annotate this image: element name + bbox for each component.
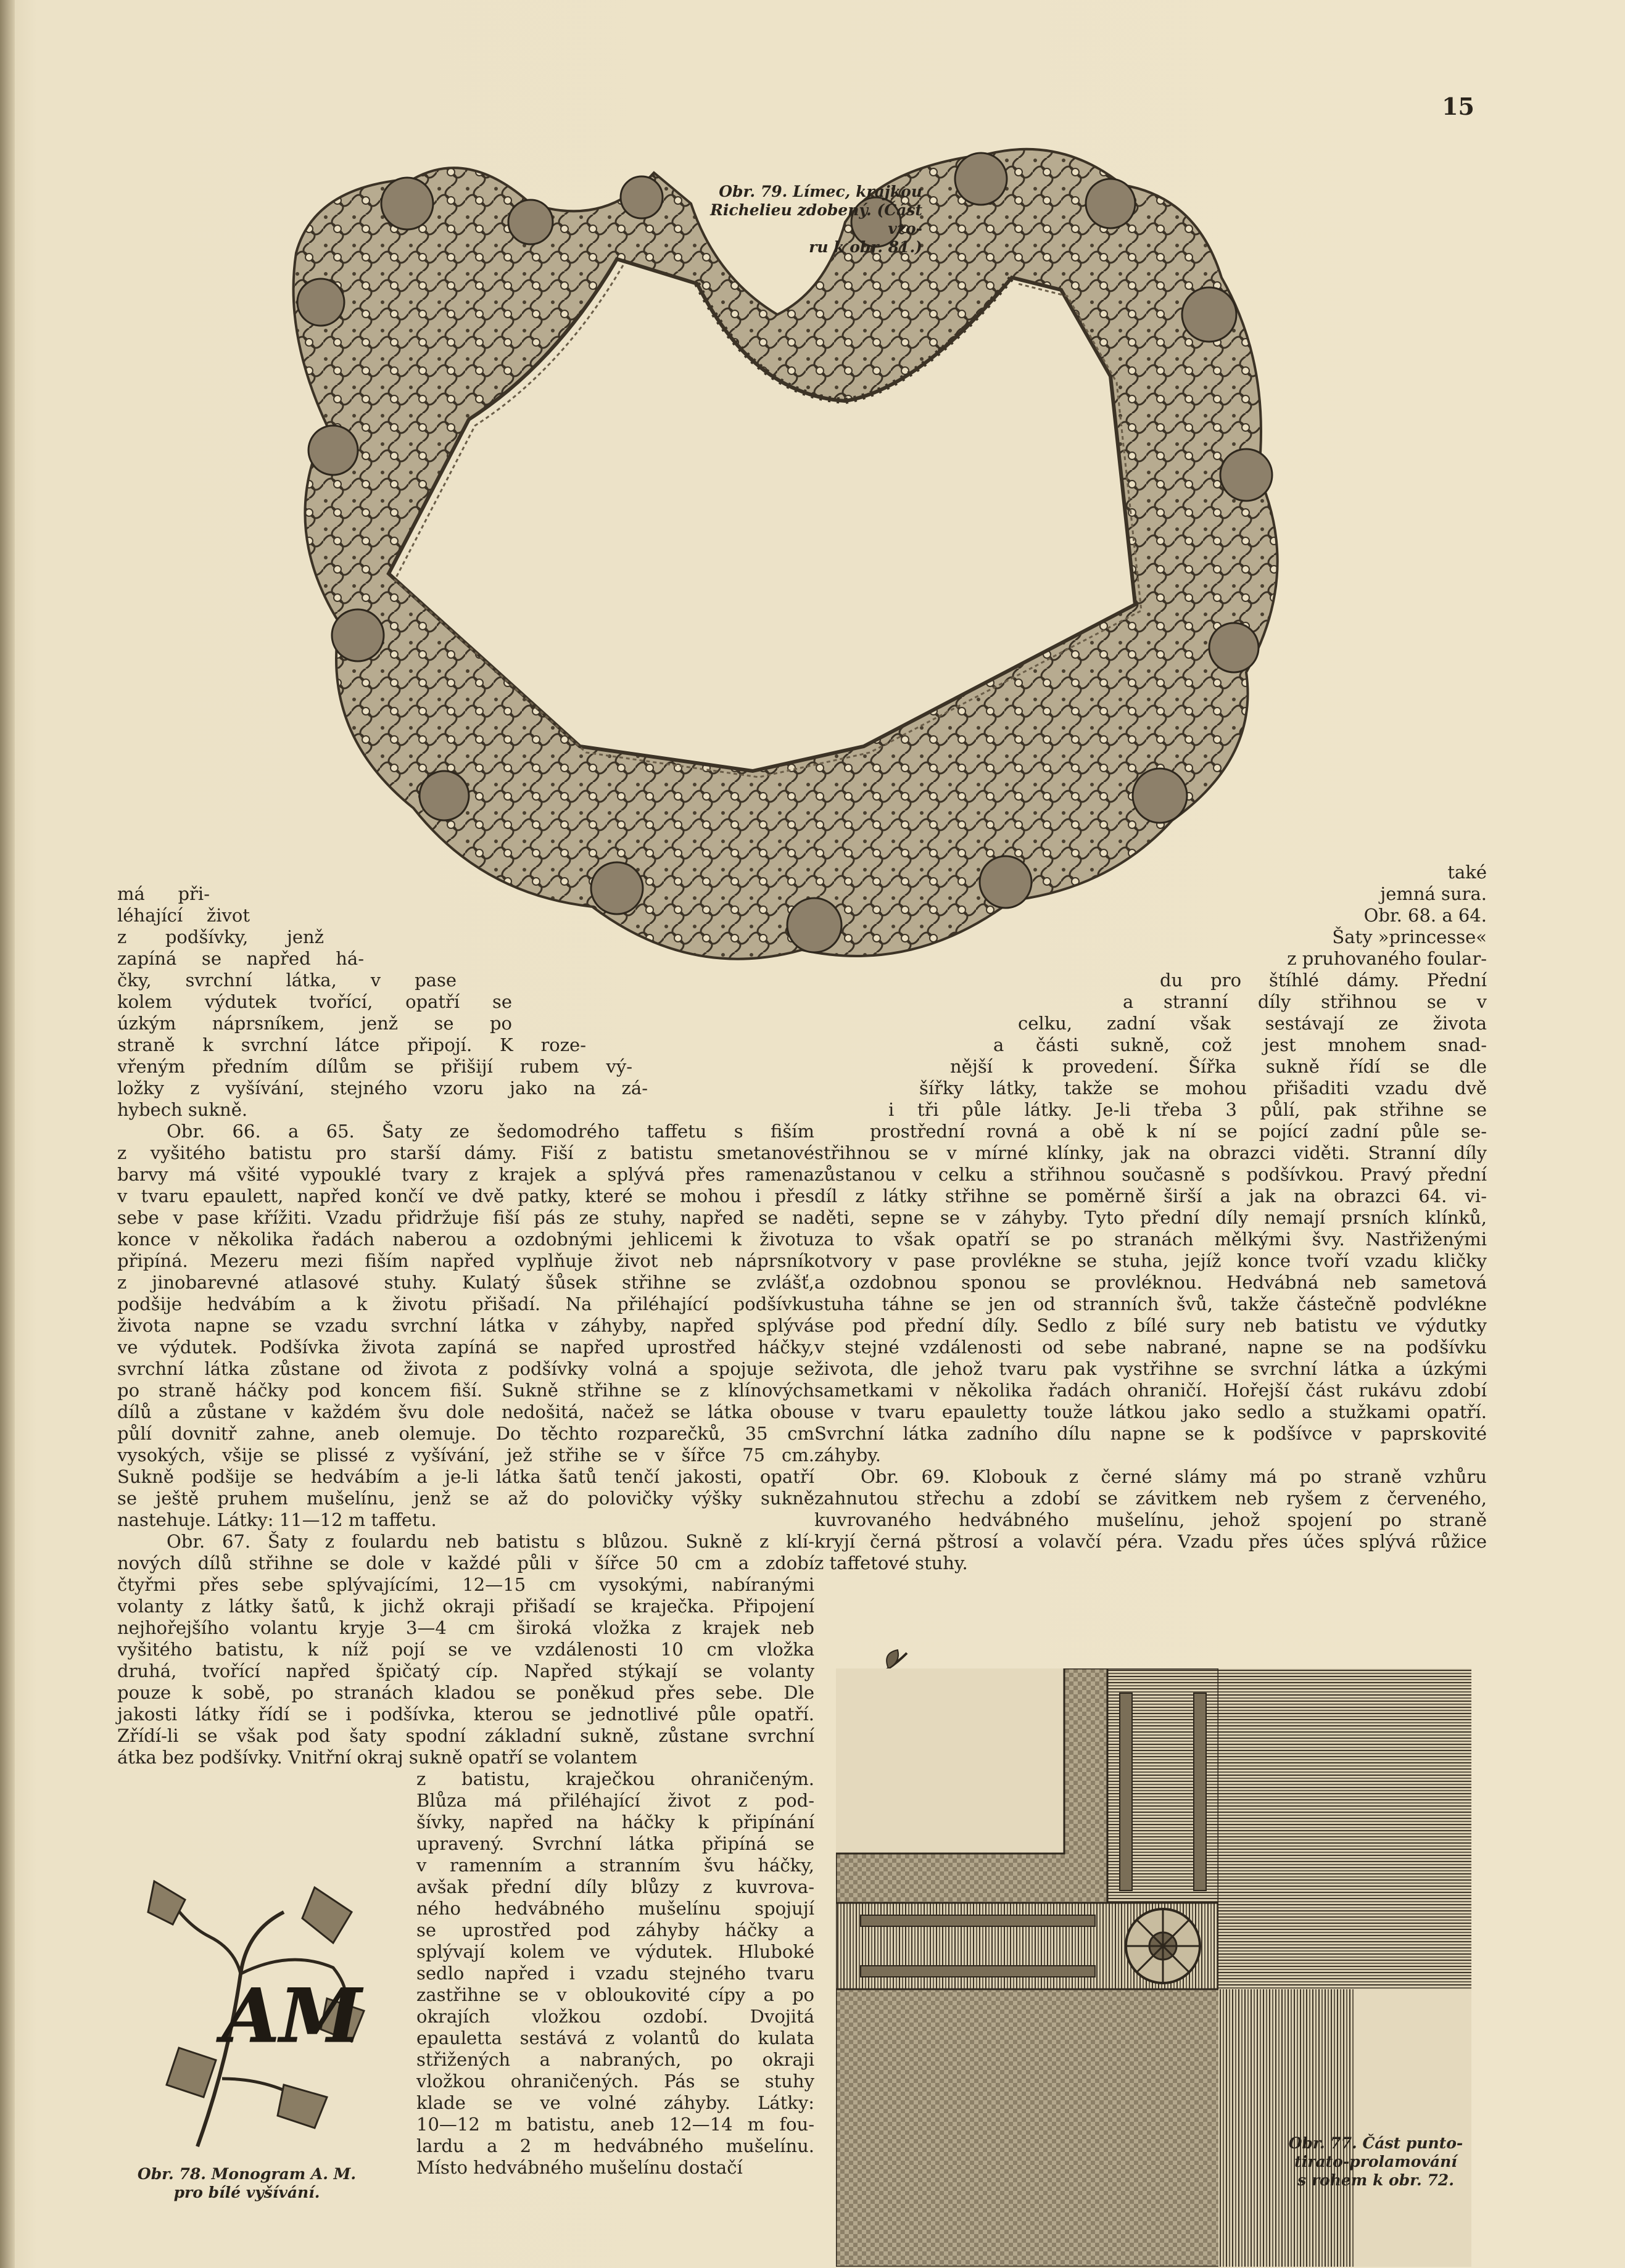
text-line: úzkým náprsníkem, jenž se po bbox=[117, 1013, 512, 1034]
text-line: Svrchní látka zadního dílu napne se k podšívce v paprskovité bbox=[814, 1423, 1487, 1444]
text-line: šívky, napřed na háčky k připínání bbox=[416, 1812, 814, 1833]
text-line: barvy má všité vypouklé tvary z krajek a splývá přes ramena bbox=[117, 1164, 814, 1185]
text-line: z jinobarevné atlasové stuhy. Kulatý šůsek střihne se zvlášť, bbox=[117, 1272, 814, 1293]
text-line: 10—12 m batistu, aneb 12—14 m fou- bbox=[416, 2114, 814, 2135]
text-line: vyšitého batistu, k níž pojí se ve vzdálenosti 10 cm vložka bbox=[117, 1639, 814, 1660]
text-line: klade se ve volné záhyby. Látky: bbox=[416, 2092, 814, 2113]
text-line: kuvrovaného hedvábného mušelínu, jehož spojení po straně bbox=[814, 1509, 1487, 1530]
text-line: se uprostřed pod záhyby háčky a bbox=[416, 1920, 814, 1940]
text-line: vložkou ohraničených. Pás se stuhy bbox=[416, 2071, 814, 2092]
text-line: kryjí černá pštrosí a volavčí péra. Vzadu přes účes splývá růžice bbox=[814, 1531, 1487, 1552]
text-line: konce v několika řadách naberou a ozdobnými jehlicemi k životu bbox=[117, 1229, 814, 1250]
text-line: Sukně podšije se hedvábím a je-li látka šatů tenčí jakosti, opatří bbox=[117, 1466, 814, 1487]
text-line: děti, sepne se v záhyby. Tyto přední díly nemají prsních klínků, bbox=[814, 1207, 1487, 1228]
text-line: čky, svrchní látka, v pase bbox=[117, 970, 457, 991]
text-line: zahnutou střechu a zdobí se závitkem neb ryšem z červeného, bbox=[814, 1488, 1487, 1509]
text-line: sametkami v několika řadách ohraničí. Hořejší část rukávu zdobí bbox=[814, 1380, 1487, 1401]
text-line: svrchní látka zůstane od života z podšívky volná a spojuje se bbox=[117, 1358, 814, 1379]
text-line: Šaty »princesse« bbox=[1332, 926, 1487, 947]
text-line: a části sukně, což jest mnohem snad- bbox=[993, 1034, 1487, 1055]
text-line: pouze k sobě, po stranách kladou se poněkud přes sebe. Dle bbox=[117, 1682, 814, 1703]
text-line: sebe v pase křížiti. Vzadu přidržuje fiší pás ze stuhy, napřed se na bbox=[117, 1207, 814, 1228]
text-line: díl z látky střihne se poměrně širší a jak na obrazci 64. vi- bbox=[814, 1186, 1487, 1206]
text-line: vysokých, všije se plissé z vyšívání, jež střihe se v šířce 75 cm. bbox=[117, 1445, 814, 1466]
text-line: z taffetové stuhy. bbox=[814, 1553, 968, 1573]
text-line: půlí dovnitř zahne, aneb olemuje. Do těchto rozparečků, 35 cm bbox=[117, 1423, 814, 1444]
text-line: splývají kolem ve výdutek. Hluboké bbox=[416, 1941, 814, 1962]
text-line: lardu a 2 m hedvábného mušelínu. bbox=[416, 2135, 814, 2156]
text-line: jemná sura. bbox=[1380, 883, 1487, 904]
text-line: z batistu, kraječkou ohraničeným. bbox=[416, 1768, 814, 1789]
text-line: upravený. Svrchní látka připíná se bbox=[416, 1833, 814, 1854]
text-line: jakosti látky řídí se i podšívka, kterou se jednotlivé půle opatří. bbox=[117, 1704, 814, 1725]
text-line: Zřídí-li se však pod šaty spodní základní sukně, zůstane svrchní bbox=[117, 1725, 814, 1746]
text-line: ložky z vyšívání, stejného vzoru jako na zá- bbox=[117, 1078, 648, 1099]
text-line: kolem výdutek tvořící, opatří se bbox=[117, 991, 512, 1012]
text-line: se ještě pruhem mušelínu, jenž se až do polovičky výšky sukně bbox=[117, 1488, 814, 1509]
text-line: střihnou se v mírné klínky, jak na obrazci viděti. Stranní díly bbox=[814, 1142, 1487, 1163]
text-line: prostřední rovná a obě k ní se pojící zadní půle se- bbox=[870, 1121, 1487, 1142]
text-line: hybech sukně. bbox=[117, 1099, 248, 1120]
monogram-illustration bbox=[130, 1875, 401, 2159]
text-line: Obr. 66. a 65. Šaty ze šedomodrého taffetu s fiším bbox=[167, 1121, 814, 1142]
text-line: střižených a nabraných, po okraji bbox=[416, 2049, 814, 2070]
text-line: z podšívky, jenž bbox=[117, 926, 324, 947]
text-line: léhající život bbox=[117, 905, 250, 926]
text-line: avšak přední díly blůzy z kuvrova- bbox=[416, 1876, 814, 1897]
text-line: vřeným předním dílům se přišijí rubem vý- bbox=[117, 1056, 632, 1077]
text-line: straně k svrchní látce připojí. K roze- bbox=[117, 1034, 586, 1055]
text-line: sedlo napřed i vzadu stejného tvaru bbox=[416, 1963, 814, 1984]
text-line: a stranní díly střihnou se v bbox=[1123, 991, 1487, 1012]
text-line: v tvaru epaulett, napřed končí ve dvě patky, které se mohou i přes bbox=[117, 1186, 814, 1206]
text-line: v ramenním a stranním švu háčky, bbox=[416, 1855, 814, 1876]
text-line: připíná. Mezeru mezi fiším napřed vyplňuje život neb náprsník bbox=[117, 1250, 814, 1271]
text-line: du pro štíhlé dámy. Přední bbox=[1160, 970, 1487, 991]
text-line: celku, zadní však sestávají ze života bbox=[1018, 1013, 1487, 1034]
text-line: druhá, tvořící napřed špičatý cíp. Napřed stýkají se volanty bbox=[117, 1660, 814, 1681]
text-line: Obr. 67. Šaty z foulardu neb batistu s blůzou. Sukně z klí- bbox=[167, 1531, 814, 1552]
lace-collar-illustration bbox=[210, 130, 1419, 1012]
text-line: z vyšitého batistu pro starší dámy. Fiší z batistu smetanové bbox=[117, 1142, 814, 1163]
text-line: stuha táhne se jen od stranních švů, takže částečně podvlékne bbox=[814, 1293, 1487, 1314]
text-line: z pruhovaného foular- bbox=[1287, 948, 1487, 969]
text-line: zůstanou v celku a střihnou současně s podšívkou. Pravý přední bbox=[814, 1164, 1487, 1185]
text-line: nových dílů střihne se dole v každé půli v šířce 50 cm a zdobí bbox=[117, 1553, 814, 1573]
page-gutter-shadow bbox=[0, 0, 15, 2268]
text-line: okrajích vložkou ozdobí. Dvojitá bbox=[416, 2006, 814, 2027]
text-line: a ozdobnou sponou se provléknou. Hedvábná neb sametová bbox=[814, 1272, 1487, 1293]
text-line: také bbox=[1447, 862, 1487, 883]
text-line: šířky látky, takže se mohou přišaditi vzadu dvě bbox=[919, 1078, 1487, 1099]
text-line: Obr. 69. Klobouk z černé slámy má po straně vzhůru bbox=[861, 1466, 1487, 1487]
text-line: čtyřmi přes sebe splývajícími, 12—15 cm vysokými, nabíranými bbox=[117, 1574, 814, 1595]
text-line: po straně háčky pod koncem fiší. Sukně střihne se z klínových bbox=[117, 1380, 814, 1401]
text-line: nejhořejšího volantu kryje 3—4 cm široká vložka z krajek neb bbox=[117, 1617, 814, 1638]
text-line: nastehuje. Látky: 11—12 m taffetu. bbox=[117, 1509, 437, 1530]
text-line: Místo hedvábného mušelínu dostačí bbox=[416, 2157, 743, 2178]
text-line: života napne se vzadu svrchní látka v záhyby, napřed splývá bbox=[117, 1315, 814, 1336]
text-line: dílů a zůstane v každém švu dole nedošitá, načež se látka obou bbox=[117, 1401, 814, 1422]
text-line: i tři půle látky. Je-li třeba 3 půlí, pak střihne se bbox=[888, 1099, 1487, 1120]
text-line: záhyby. bbox=[814, 1445, 881, 1466]
text-line: otvory v pase provlékne se stuha, jejíž konce tvoří vzadu kličky bbox=[814, 1250, 1487, 1271]
text-line: Blůza má přiléhající život z pod- bbox=[416, 1790, 814, 1811]
text-line: podšije hedvábím a k životu přišadí. Na přiléhající podšívku bbox=[117, 1293, 814, 1314]
text-line: za to však opatří se po stranách mělkými švy. Nastřiženými bbox=[814, 1229, 1487, 1250]
text-line: nější k provedení. Šířka sukně řídí se dle bbox=[950, 1056, 1487, 1077]
text-line: Obr. 68. a 64. bbox=[1363, 905, 1487, 926]
text-line: zastřihne se v obloukovité cípy a po bbox=[416, 1984, 814, 2005]
figure-79-caption: Obr. 79. Límec, krajkou Richelieu zdobený. (Část vzo- ru k obr. 81.) bbox=[710, 183, 922, 256]
text-line: se v tvaru epauletty touže látkou jako sedlo a stužkami opatří. bbox=[814, 1401, 1487, 1422]
text-line: epauletta sestává z volantů do kulata bbox=[416, 2027, 814, 2048]
text-line: ve výdutek. Podšívka života zapíná se napřed uprostřed háčky, bbox=[117, 1337, 814, 1358]
page-number: 15 bbox=[1442, 93, 1474, 120]
figure-77-caption: Obr. 77. Část punto- tirato-prolamování s rohem k obr. 72. bbox=[1288, 2134, 1463, 2189]
text-line: zapíná se napřed há- bbox=[117, 948, 364, 969]
text-line: má při- bbox=[117, 883, 210, 904]
figure-78-caption: Obr. 78. Monogram A. M. pro bílé vyšívání. bbox=[137, 2165, 357, 2201]
text-line: volanty z látky šatů, k jichž okraji přišadí se kraječka. Připojení bbox=[117, 1596, 814, 1617]
text-line: v stejné vzdálenosti od sebe nabrané, napne se na podšívku bbox=[814, 1337, 1487, 1358]
monogram-letters: AM bbox=[222, 1973, 362, 2060]
text-line: átka bez podšívky. Vnitřní okraj sukně opatří se volantem bbox=[117, 1747, 638, 1768]
text-line: života, dle jehož tvaru pak vystřihne se svrchní látka a úzkými bbox=[814, 1358, 1487, 1379]
text-line: se pod přední díly. Sedlo z bílé sury neb batistu ve výdutky bbox=[814, 1315, 1487, 1336]
text-line: ného hedvábného mušelínu spojují bbox=[416, 1898, 814, 1919]
